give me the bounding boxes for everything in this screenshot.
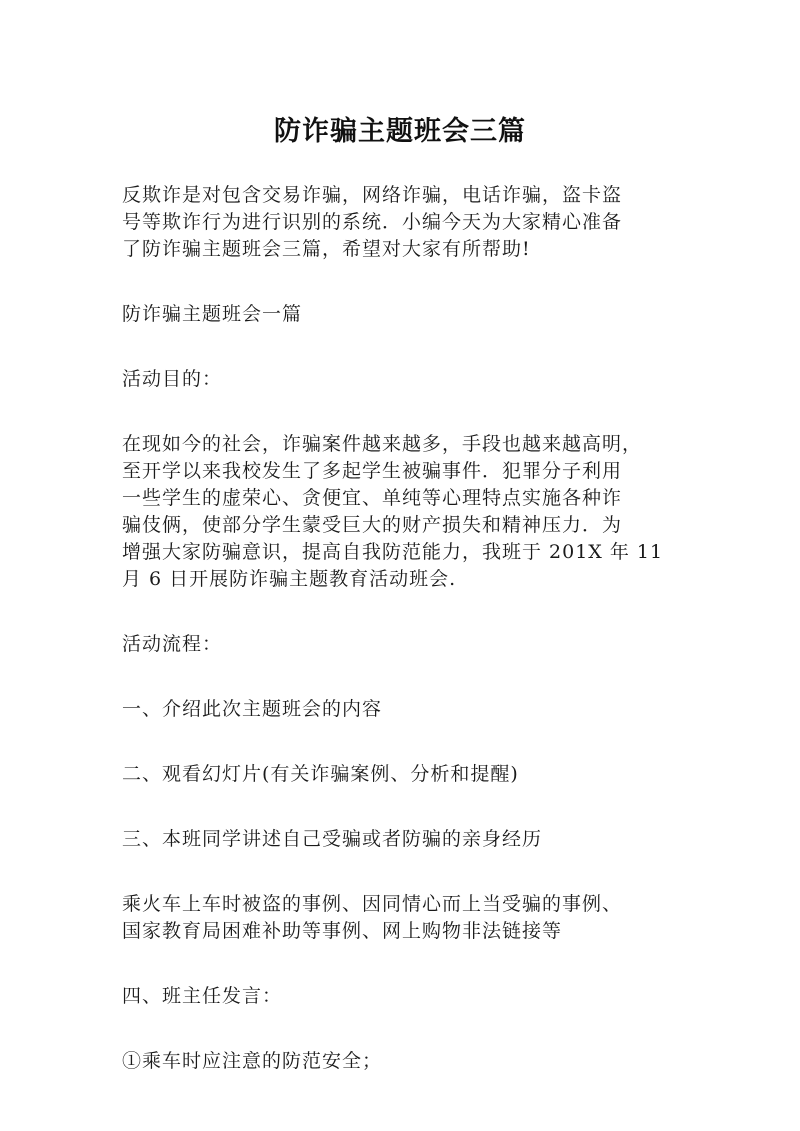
purpose-line: 骗伎俩，使部分学生蒙受巨大的财产损失和精神压力．为	[122, 514, 623, 536]
step-four: 四、班主任发言：	[122, 985, 283, 1007]
step-two: 二、观看幻灯片(有关诈骗案例、分析和提醒)	[122, 763, 519, 785]
purpose-line: 一些学生的虚荣心、贪便宜、单纯等心理特点实施各种诈	[122, 487, 623, 509]
document-body	[122, 182, 682, 1113]
intro-line: 反欺诈是对包含交易诈骗，网络诈骗，电话诈骗，盗卡盗	[122, 184, 623, 206]
purpose-heading: 活动目的：	[122, 368, 223, 390]
point-one: ①乘车时应注意的防范安全；	[122, 1050, 383, 1072]
purpose-line: 至开学以来我校发生了多起学生被骗事件．犯罪分子利用	[122, 460, 623, 482]
purpose-line: 月 6 日开展防诈骗主题教育活动班会.	[122, 568, 457, 590]
purpose-line: 在现如今的社会，诈骗案件越来越多，手段也越来越高明，	[122, 433, 643, 455]
intro-line: 号等欺诈行为进行识别的系统．小编今天为大家精心准备	[122, 211, 623, 233]
intro-paragraph	[122, 182, 682, 263]
examples-line: 乘火车上车时被盗的事例、因同情心而上当受骗的事例、	[122, 893, 623, 915]
step-three: 三、本班同学讲述自己受骗或者防骗的亲身经历	[122, 828, 543, 850]
intro-line: 了防诈骗主题班会三篇，希望对大家有所帮助!	[122, 238, 531, 260]
examples-paragraph	[122, 891, 682, 945]
examples-line: 国家教育局困难补助等事例、网上购物非法链接等	[122, 920, 563, 942]
document-title: 防诈骗主题班会三篇	[274, 116, 526, 147]
purpose-paragraph	[122, 431, 682, 593]
purpose-line: 增强大家防骗意识，提高自我防范能力，我班于 201X 年 11	[122, 541, 664, 563]
section-one-heading: 防诈骗主题班会一篇	[122, 303, 303, 325]
step-one: 一、介绍此次主题班会的内容	[122, 698, 383, 720]
process-heading: 活动流程：	[122, 633, 223, 655]
